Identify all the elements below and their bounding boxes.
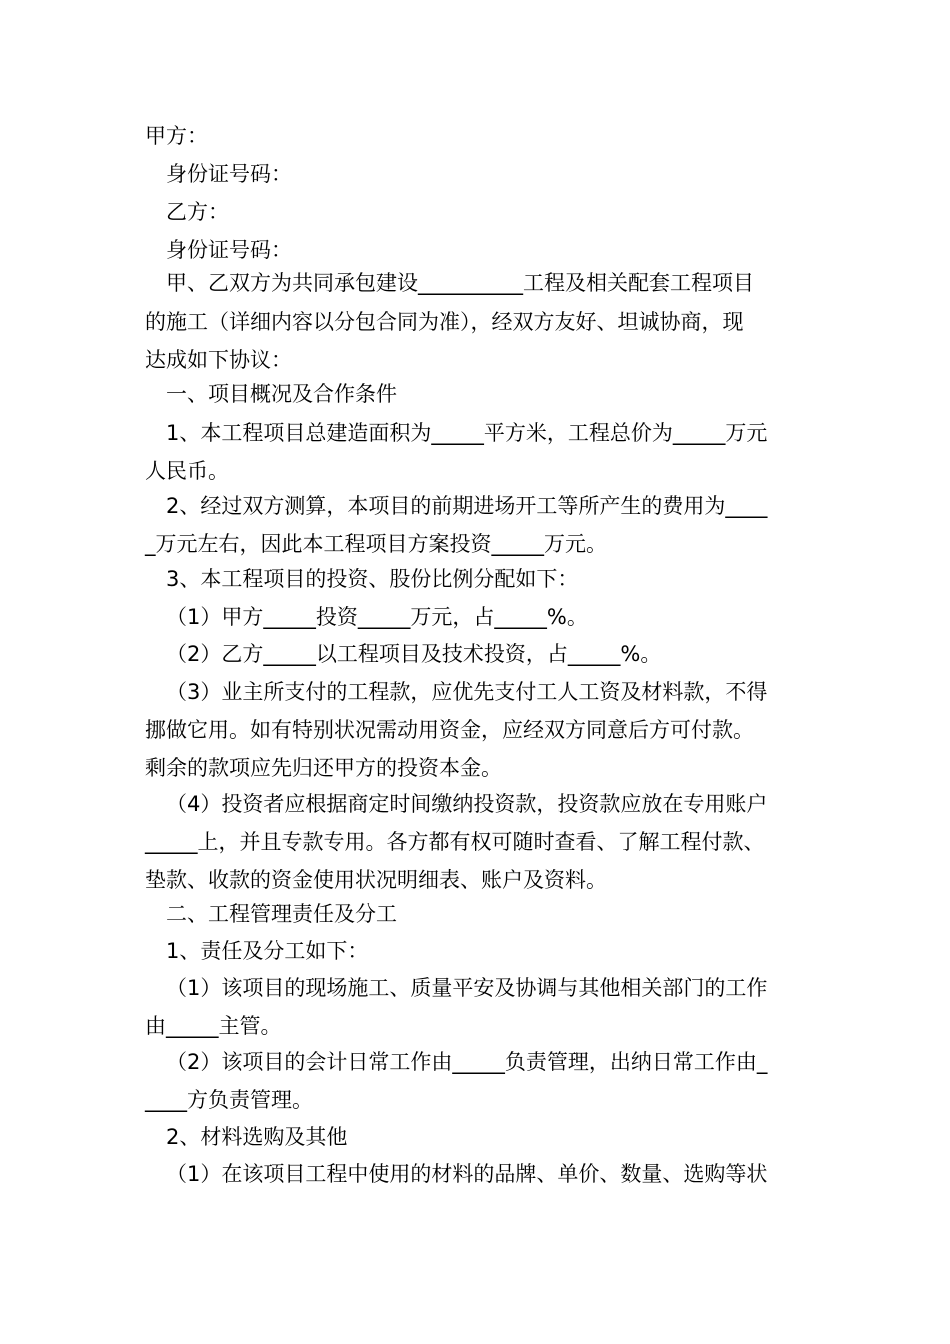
sub-clause-line: 剩余的款项应先归还甲方的投资本金。 [145,756,502,780]
clause-line: 2、经过双方测算，本项目的前期进场开工等所产生的费用为____ [166,494,768,518]
sub-clause-line: （2）乙方_____以工程项目及技术投资，占_____%。 [166,642,662,666]
party-a-label: 甲方： [145,124,208,148]
party-a-id-label: 身份证号码： [166,162,292,186]
clause-line: 1、本工程项目总建造面积为_____平方米，工程总价为_____万元 [166,421,768,445]
clause-line: 3、本工程项目的投资、股份比例分配如下： [166,567,579,591]
sub-clause-line: ____方负责管理。 [145,1088,313,1112]
party-b-id-label: 身份证号码： [166,238,292,262]
sub-clause-line: （2）该项目的会计日常工作由_____负责管理，出纳日常工作由_ [166,1050,768,1074]
sub-clause-line: （1）该项目的现场施工、质量平安及协调与其他相关部门的工作 [166,976,768,1000]
preamble-line: 的施工（详细内容以分包合同为准），经双方友好、坦诚协商，现 [145,310,744,334]
sub-clause-line: （4）投资者应根据商定时间缴纳投资款，投资款应放在专用账户 [166,792,768,816]
preamble-line: 达成如下协议： [145,348,292,372]
preamble-line: 甲、乙双方为共同承包建设__________工程及相关配套工程项目 [166,271,754,295]
section-heading: 一、项目概况及合作条件 [166,382,397,406]
clause-line: _万元左右，因此本工程项目方案投资_____万元。 [145,532,607,556]
section-heading: 二、工程管理责任及分工 [166,902,397,926]
party-b-label: 乙方： [166,200,229,224]
sub-clause-line: （3）业主所支付的工程款，应优先支付工人工资及材料款，不得 [166,680,768,704]
sub-clause-line: 垫款、收款的资金使用状况明细表、账户及资料。 [145,868,607,892]
sub-clause-line: 由_____主管。 [145,1014,282,1038]
sub-clause-line: （1）在该项目工程中使用的材料的品牌、单价、数量、选购等状 [166,1162,768,1186]
sub-clause-line: 挪做它用。如有特别状况需动用资金，应经双方同意后方可付款。 [145,718,754,742]
sub-clause-line: （1）甲方_____投资_____万元，占_____%。 [166,605,588,629]
clause-line: 人民币。 [145,459,229,483]
clause-line: 1、责任及分工如下： [166,939,369,963]
sub-clause-line: _____上，并且专款专用。各方都有权可随时查看、了解工程付款、 [145,830,765,854]
clause-line: 2、材料选购及其他 [166,1125,348,1149]
